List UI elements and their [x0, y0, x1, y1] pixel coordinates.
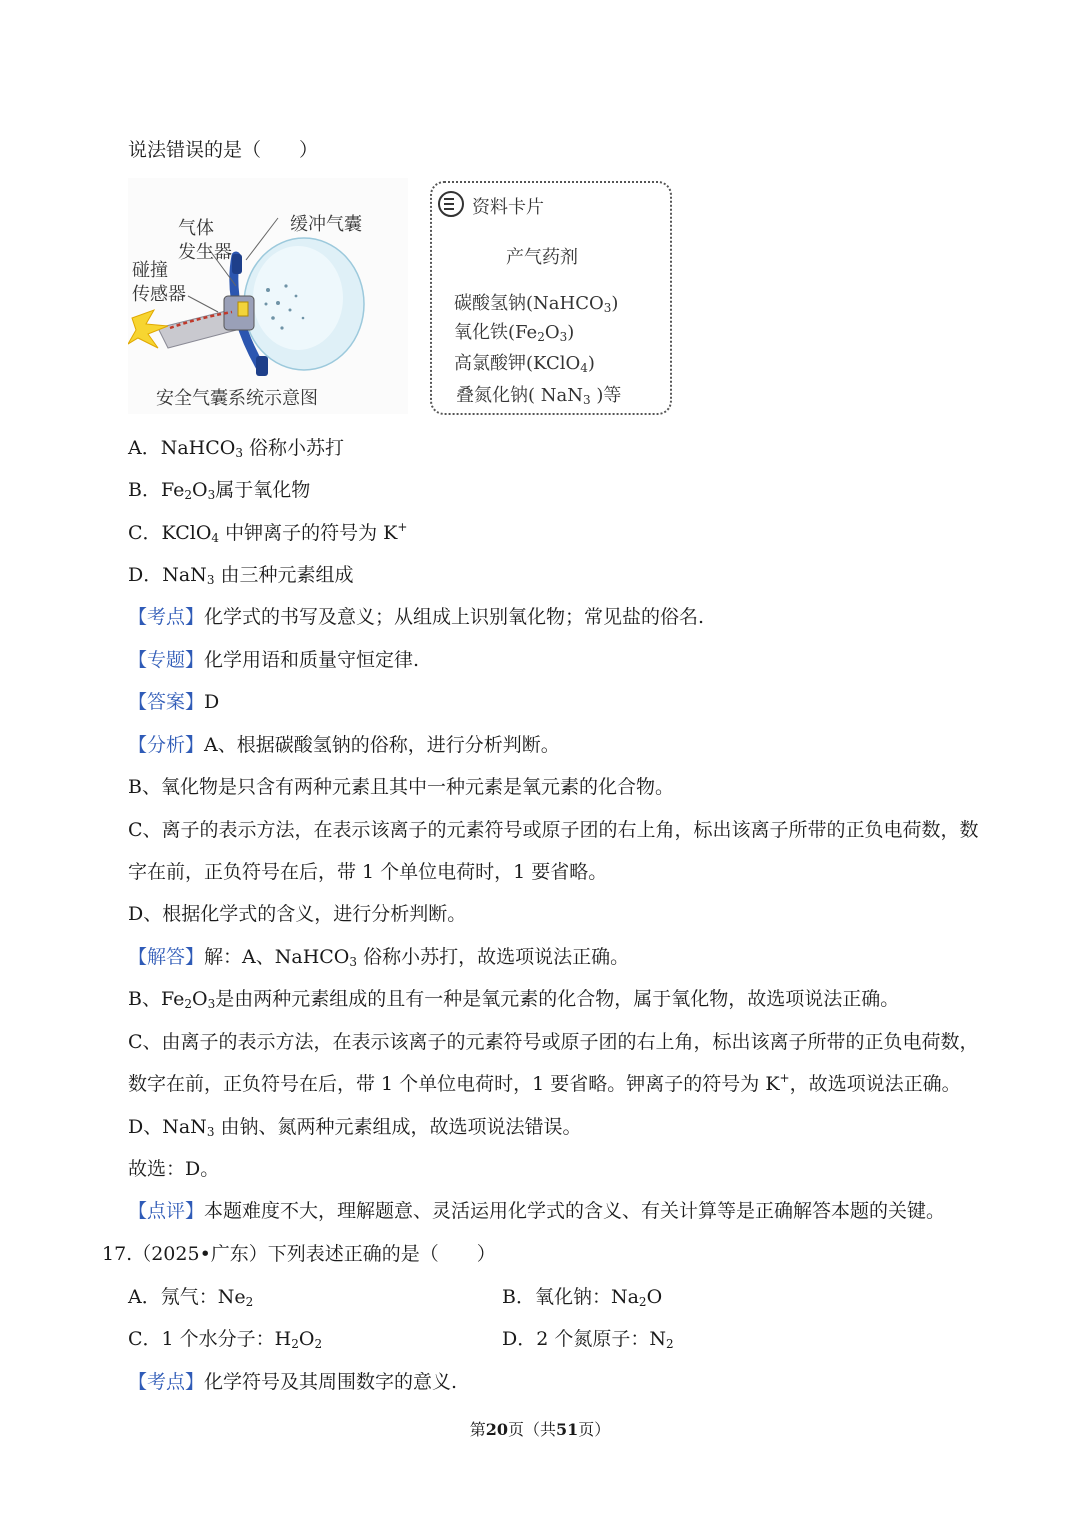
tag-kaodian: 【考点】 [128, 606, 205, 628]
tag-daan: 【答案】 [128, 691, 205, 713]
label-gas-generator-2: 发生器 [178, 242, 232, 263]
analysis-c1: C、离子的表示方法，在表示该离子的元素符号或原子团的右上角，标出该离子所带的正负电荷数，数 [128, 819, 979, 841]
q17-kaodian: 【考点】化学符号及其周围数字的意义. [128, 1371, 458, 1393]
airbag-diagram [128, 178, 408, 414]
analysis-c2: 字在前，正负符号在后，带 1 个单位电荷时，1 要省略。 [128, 861, 608, 883]
q17-stem: 17.（2025•广东）下列表述正确的是（ ） [102, 1243, 496, 1265]
page-footer: 第20页（共51页） [469, 1420, 611, 1439]
kaodian: 【考点】化学式的书写及意义；从组成上识别氧化物；常见盐的俗名. [128, 606, 705, 628]
option-a: A．NaHCO$_3$ 俗称小苏打 [128, 437, 345, 460]
card-title: 资料卡片 [472, 197, 544, 218]
label-buffer-airbag: 缓冲气囊 [290, 214, 362, 235]
card-item: 高氯酸钾(KClO$_4$) [454, 353, 595, 375]
solution-c2: 数字在前，正负符号在后，带 1 个单位电荷时，1 要省略。钾离子的符号为 K+，故选项说法正确。 [128, 1071, 961, 1095]
tag-fenxi: 【分析】 [128, 734, 205, 756]
comment: 【点评】本题难度不大，理解题意、灵活运用化学式的含义、有关计算等是正确解答本题的关键。 [128, 1200, 946, 1222]
q17-option-d: D．2 个氮原子：$N_2$ [502, 1328, 674, 1351]
option-d: D．NaN$_3$ 由三种元素组成 [128, 564, 354, 587]
tag-dianping: 【点评】 [128, 1200, 205, 1222]
tag-zhuanti: 【专题】 [128, 649, 205, 671]
card-book-icon [436, 189, 466, 219]
analysis-d: D、根据化学式的含义，进行分析判断。 [128, 903, 467, 925]
solution-c1: C、由离子的表示方法，在表示该离子的元素符号或原子团的右上角，标出该离子所带的正负电荷数， [128, 1031, 979, 1053]
tag-kaodian-q17: 【考点】 [128, 1371, 205, 1393]
card-item: 叠氮化钠( NaN$_3$ )等 [456, 385, 622, 407]
solution-b: B、$Fe_2O_3$是由两种元素组成的且有一种是氧元素的化合物，属于氧化物，故选项说法正确。 [128, 988, 900, 1011]
card-subtitle: 产气药剂 [506, 247, 578, 268]
q17-option-b: B．氧化钠：$Na_2O$ [502, 1286, 663, 1309]
option-b: B．$Fe_2O_3$属于氧化物 [128, 479, 311, 502]
answer: 【答案】D [128, 691, 220, 713]
label-gas-generator-1: 气体 [178, 218, 214, 239]
question-stem-tail: 说法错误的是（ ） [128, 139, 319, 161]
analysis-a: 【分析】A、根据碳酸氢钠的俗称，进行分析判断。 [128, 734, 560, 756]
q17-option-c: C．1 个水分子：$H_2O_2$ [128, 1328, 323, 1351]
zhuanti: 【专题】化学用语和质量守恒定律. [128, 649, 420, 671]
card-item: 碳酸氢钠(NaHCO$_3$) [454, 293, 619, 315]
label-sensor-1: 碰撞 [132, 260, 168, 281]
info-card [430, 181, 672, 415]
option-c: C．KClO$_4$ 中钾离子的符号为 K+ [128, 520, 408, 545]
q17-option-a: A．氖气：$Ne_2$ [128, 1286, 254, 1309]
analysis-b: B、氧化物是只含有两种元素且其中一种元素是氧元素的化合物。 [128, 776, 674, 798]
solution-d: D、NaN$_3$ 由钠、氮两种元素组成，故选项说法错误。 [128, 1116, 582, 1139]
label-sensor-2: 传感器 [132, 284, 186, 305]
card-item: 氧化铁$(Fe_2O_3)$ [454, 322, 575, 344]
final-choice: 故选：D。 [128, 1158, 220, 1180]
solution-a: 【解答】解：A、NaHCO$_3$ 俗称小苏打，故选项说法正确。 [128, 946, 630, 969]
tag-jieda: 【解答】 [128, 946, 205, 968]
figure-caption: 安全气囊系统示意图 [156, 388, 318, 409]
